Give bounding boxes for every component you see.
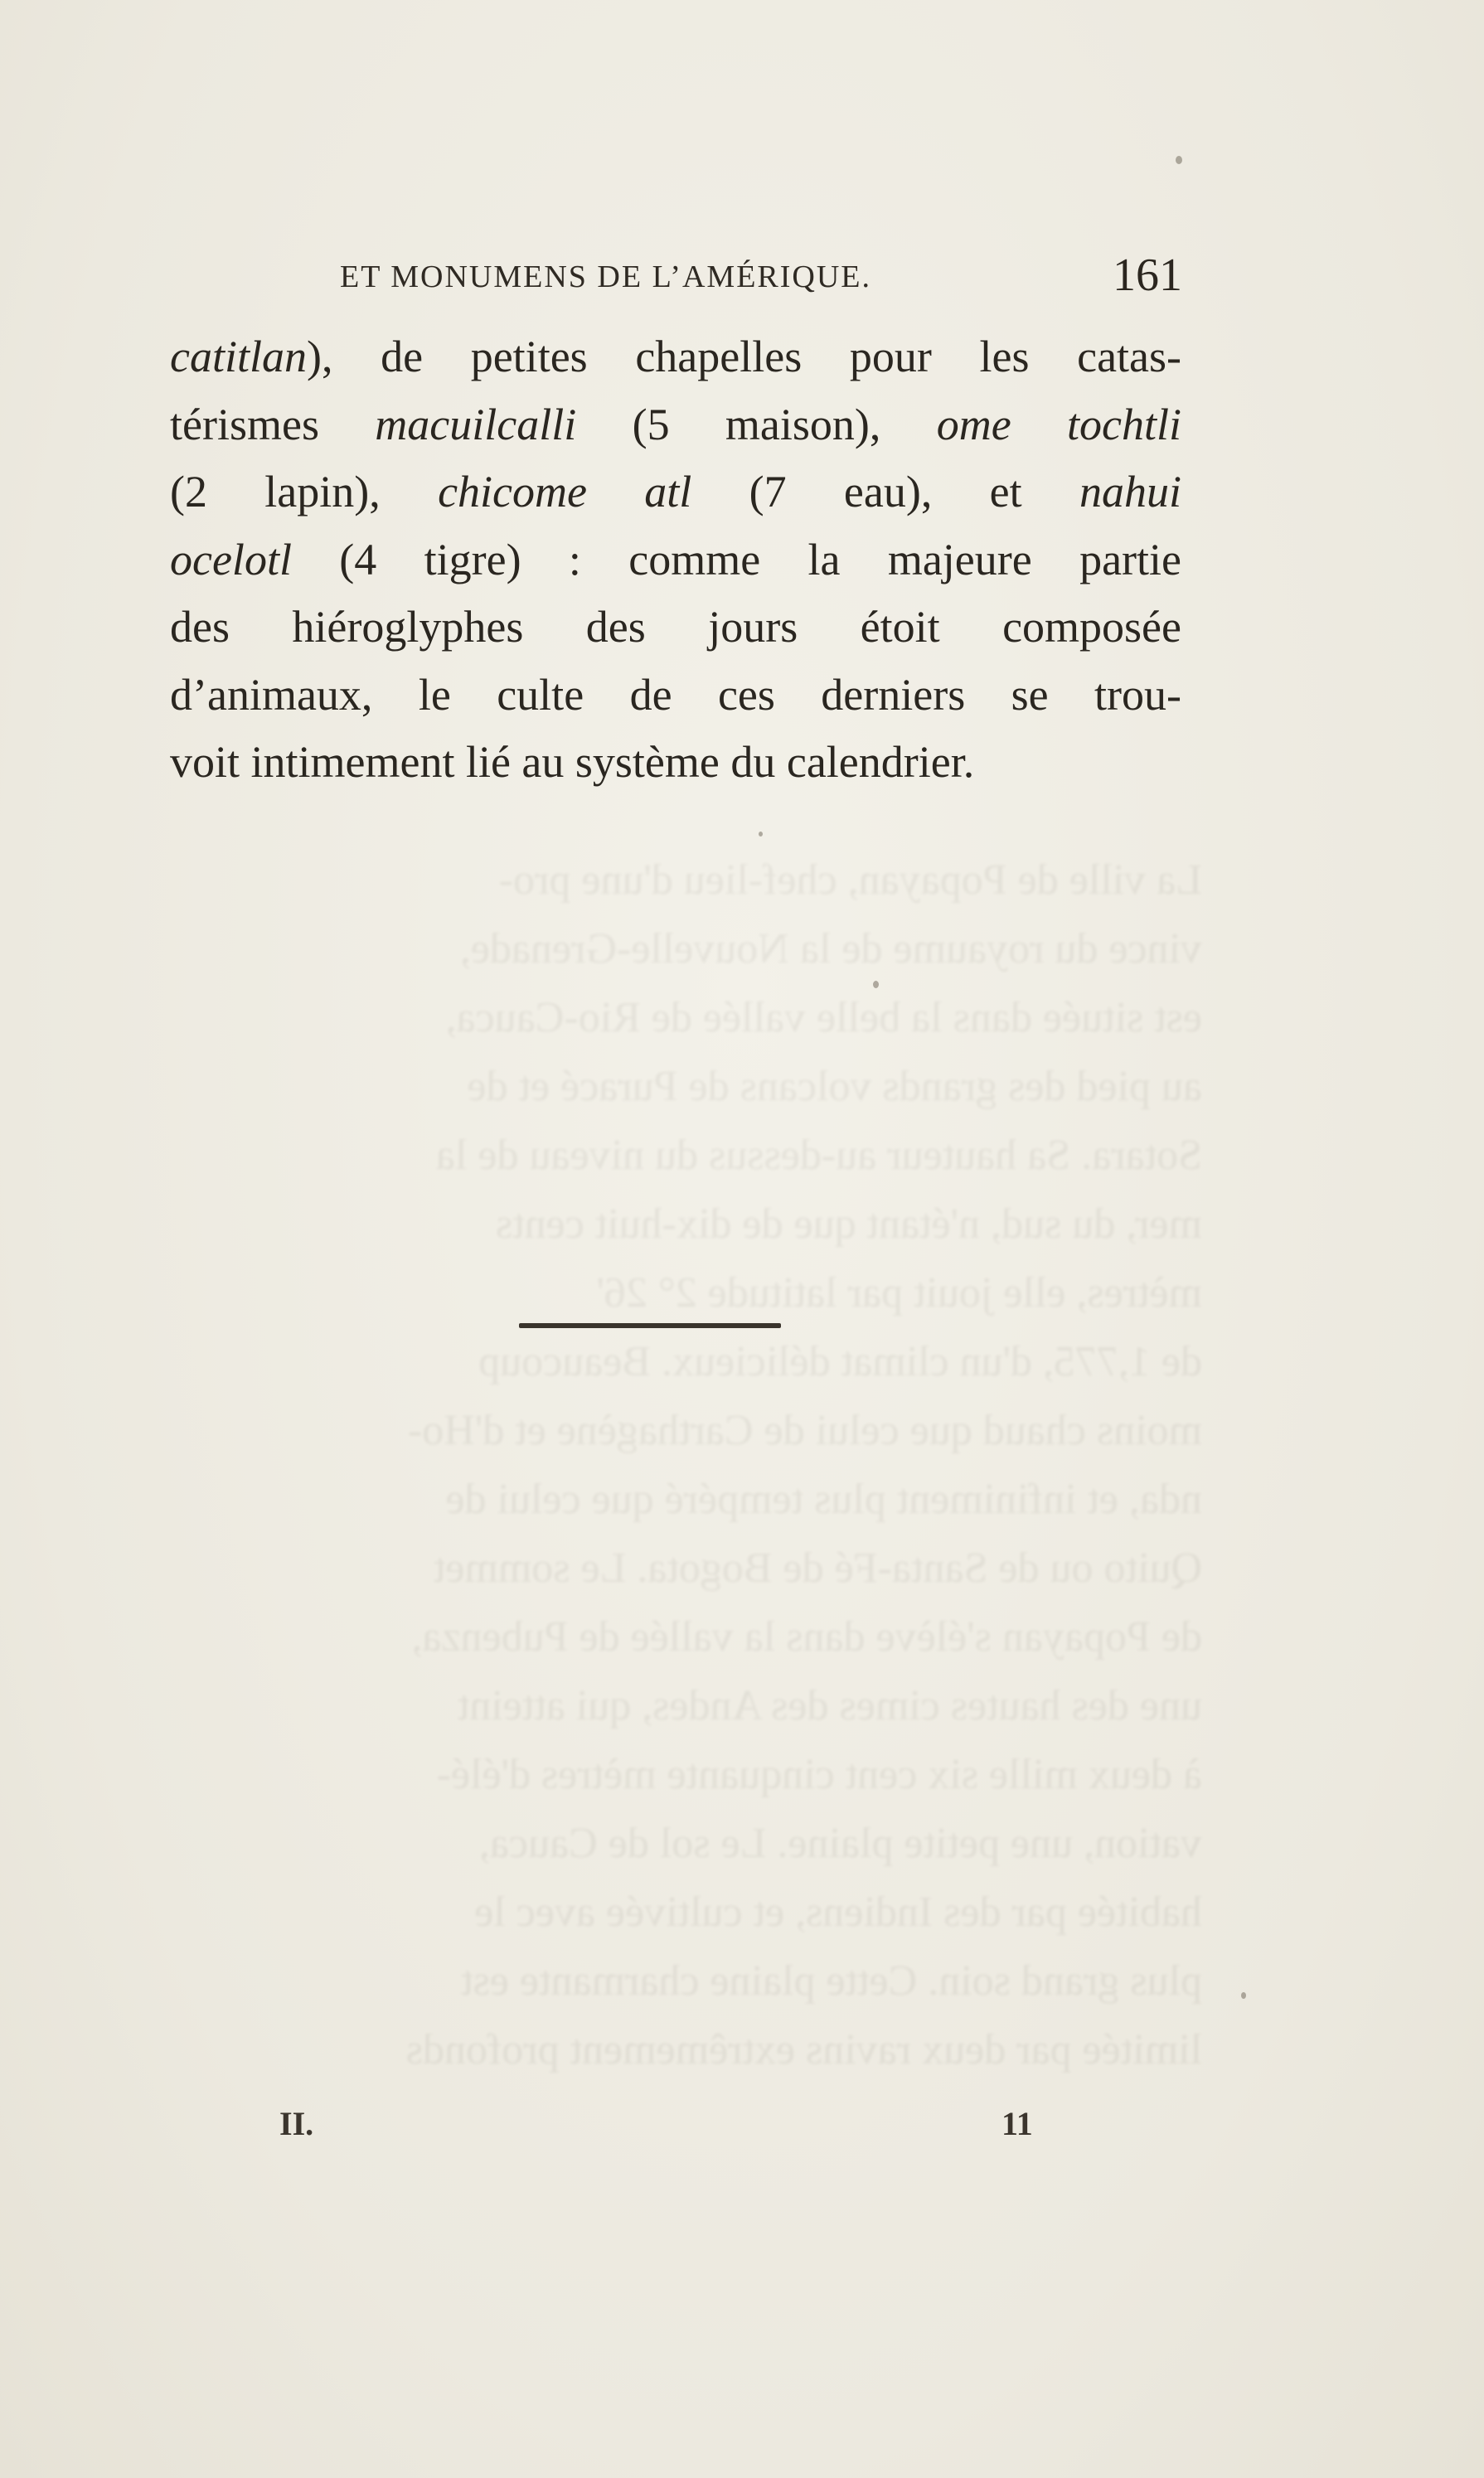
text-run: (5 maison),	[576, 399, 937, 449]
paper-speck	[1241, 1992, 1246, 1999]
italic-term: nahui	[1079, 467, 1181, 516]
volume-signature: II.	[279, 2105, 314, 2142]
text-line	[170, 729, 1181, 797]
page-number: 161	[1113, 250, 1182, 301]
section-rule	[519, 1323, 781, 1328]
text-run: (4 tigre) : comme la majeure partie	[291, 534, 1181, 584]
italic-term: macuilcalli	[375, 399, 577, 449]
italic-term: catitlan	[170, 332, 307, 381]
text-run: d’animaux, le culte de ces derniers se trou-	[170, 669, 1181, 720]
italic-term: ocelotl	[170, 534, 292, 584]
text-run: (7 eau), et	[691, 467, 1079, 516]
text-run: voit intimement lié au système du calendrier.	[170, 737, 975, 787]
body-paragraph	[170, 323, 1181, 797]
text-line	[170, 323, 1181, 391]
text-line	[170, 594, 1181, 662]
text-line	[170, 526, 1181, 594]
italic-term: chicome atl	[438, 467, 692, 516]
running-header	[340, 249, 1182, 307]
running-title: ET MONUMENS DE L’AMÉRIQUE.	[340, 259, 871, 294]
italic-term: ome tochtli	[936, 399, 1181, 449]
text-line	[170, 662, 1181, 730]
paper-speck	[759, 832, 763, 837]
text-run: térismes	[170, 399, 376, 449]
gathering-signature: 11	[1001, 2105, 1033, 2142]
paper-speck	[1176, 156, 1182, 164]
paper-speck	[873, 981, 879, 988]
text-run: des hiéroglyphes des jours étoit composée	[170, 602, 1181, 652]
text-run: (2 lapin),	[170, 467, 439, 516]
text-run: ), de petites chapelles pour les catas-	[306, 332, 1181, 381]
text-line	[170, 391, 1181, 459]
text-line	[170, 458, 1181, 526]
show-through-text: La ville de Popayan, chef-lieu d'une pro- vince du royaume de la Nouvelle-Grenade, est située dans la belle vallée de Rio-Cauca, au pied des grands volcans de Puracé et de Sotara. Sa hauteur au-dessus du niveau de la mer, du sud, n'étant que de dix-huit cents mètres, elle jouit par latitude 2° 26' de 1,775, d'un climat délicieux. Beaucoup moins chaud que celui de Carthagène et d'Ho- nda, et infiniment plus tempéré que celui de Quito ou de Santa-Fé de Bogota. Le sommet de Popayan s'élève dans la vallée de Pubenza, une des hautes cimes des Andes, qui atteint à deux mille six cent cinquante mètres d'élé- vation, une petite plaine. Le sol de Cauca, habitée par des Indiens, et cultivée avec le plus grand soin. Cette plaine charmante est limitée par deux ravins extrêmement profonds	[405, 856, 1202, 2073]
